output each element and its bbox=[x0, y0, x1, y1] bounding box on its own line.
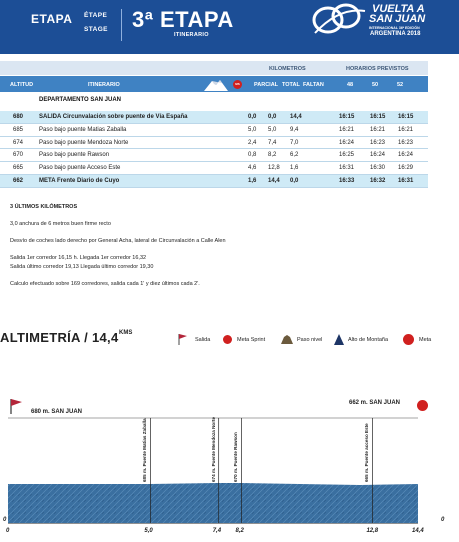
cell-itin: Paso bajo puente Mendoza Norte bbox=[39, 139, 129, 146]
cell-h52: 16:21 bbox=[398, 126, 414, 133]
legend-salida: Salida bbox=[195, 337, 211, 343]
cell-faltan: 6,2 bbox=[290, 152, 299, 159]
cell-h52: 16:24 bbox=[398, 152, 414, 159]
cell-h50: 16:30 bbox=[370, 165, 386, 172]
start-label: 680 m. SAN JUAN bbox=[31, 409, 83, 415]
logo-line-1: VUELTA A bbox=[372, 3, 425, 15]
cell-faltan: 14,4 bbox=[290, 114, 302, 120]
cell-h48: 16:31 bbox=[339, 165, 355, 172]
col-altitud: ALTITUD bbox=[10, 82, 34, 88]
row-divider bbox=[0, 187, 428, 188]
cell-h52: 16:23 bbox=[398, 139, 414, 146]
meta-icon bbox=[403, 334, 414, 345]
col-total: TOTAL bbox=[282, 82, 300, 88]
stage-title: 3ª ETAPA bbox=[132, 7, 234, 32]
legend-meta-sprint: Meta Sprint bbox=[237, 337, 266, 343]
cell-faltan: 0,0 bbox=[290, 178, 299, 184]
cell-h50: 16:32 bbox=[370, 178, 386, 184]
cell-total: 12,8 bbox=[268, 165, 280, 172]
waypoint-label: 665 m. Puente acceso Este bbox=[364, 423, 370, 482]
cell-parcial: 1,6 bbox=[248, 178, 257, 184]
finish-icon bbox=[417, 400, 428, 411]
cell-h50: 16:24 bbox=[370, 152, 386, 159]
alto-montana-icon bbox=[334, 333, 344, 345]
cell-alt: 665 bbox=[13, 165, 24, 172]
cell-itin: Paso bajo puente Rawson bbox=[39, 152, 110, 159]
cell-parcial: 0,0 bbox=[248, 114, 257, 120]
cell-alt: 670 bbox=[13, 152, 24, 159]
col-itinerario: ITINERARIO bbox=[88, 82, 120, 88]
cell-parcial: 0,8 bbox=[248, 152, 257, 159]
start-flag-icon bbox=[9, 398, 23, 414]
col-h50: 50 bbox=[372, 82, 379, 88]
cell-alt: 680 bbox=[13, 114, 24, 120]
cell-parcial: 5,0 bbox=[248, 126, 257, 133]
cell-alt: 662 bbox=[13, 178, 24, 184]
x-tick-label: 5,0 bbox=[144, 528, 153, 534]
waypoint-label: 670 m. Puente Rawson bbox=[233, 432, 239, 482]
cell-total: 0,0 bbox=[268, 114, 277, 120]
cell-h52: 16:15 bbox=[398, 114, 414, 120]
cell-itin: Paso bajo puente Acceso Este bbox=[39, 165, 121, 172]
cell-h52: 16:29 bbox=[398, 165, 414, 172]
col-parcial: PARCIAL bbox=[254, 82, 279, 88]
notes-line-1: 3,0 anchura de 6 metros buen firme recto bbox=[10, 221, 111, 227]
zero-right: 0 bbox=[441, 517, 445, 523]
stage-label: STAGE bbox=[84, 26, 108, 33]
x-tick-label: 14,4 bbox=[412, 528, 424, 534]
etapa-label: ETAPA bbox=[31, 12, 73, 26]
cell-itin: SALIDA Circunvalación sobre puente de Vía España bbox=[39, 114, 188, 120]
meta-sprint-badge-icon: MS bbox=[233, 80, 242, 89]
cell-h48: 16:15 bbox=[339, 114, 355, 120]
logo-line-3: INTERNACIONAL 36ª EDICIÓN bbox=[369, 26, 420, 30]
legend-paso-nivel: Paso nivel bbox=[297, 337, 323, 343]
notes-line-2: Desvío de coches lado derecho por General Acha, lateral de Circunvalación a Calle Alen bbox=[10, 238, 226, 244]
cell-alt: 685 bbox=[13, 126, 24, 133]
cell-faltan: 1,6 bbox=[290, 165, 299, 172]
flag-icon bbox=[178, 333, 188, 345]
meta-sprint-icon bbox=[223, 335, 232, 344]
cell-h52: 16:31 bbox=[398, 178, 414, 184]
x-tick-label: 12,8 bbox=[366, 528, 379, 534]
x-tick-label: 8,2 bbox=[235, 528, 244, 534]
vuelta-logo-icon bbox=[311, 3, 367, 37]
cell-itin: META Frente Diario de Cuyo bbox=[39, 178, 120, 184]
notes-line-3: Salida 1er corredor 16,15 h. Llegada 1er corredor 16,32 bbox=[10, 255, 147, 261]
group-kilometros: KILOMETROS bbox=[269, 66, 306, 72]
cell-h48: 16:33 bbox=[339, 178, 355, 184]
cell-alt: 674 bbox=[13, 139, 24, 146]
cell-itin: Paso bajo puente Matias Zaballa bbox=[39, 126, 127, 133]
group-horarios: HORARIOS PREVISTOS bbox=[346, 66, 409, 72]
legend-alto-montana: Alto de Montaña bbox=[348, 337, 389, 343]
notes-heading: 3 ÚLTIMOS KILÓMETROS bbox=[10, 204, 78, 210]
cell-h50: 16:21 bbox=[370, 126, 386, 133]
x-tick-label: 7,4 bbox=[212, 528, 222, 534]
cell-parcial: 4,6 bbox=[248, 165, 257, 172]
end-label: 662 m. SAN JUAN bbox=[349, 400, 401, 406]
legend-meta: Meta bbox=[419, 337, 432, 343]
waypoint-label: 674 m. Puente Mendoza Norte bbox=[210, 416, 216, 482]
etape-label: ÉTAPE bbox=[84, 12, 108, 19]
terrain-profile bbox=[8, 483, 418, 523]
cell-parcial: 2,4 bbox=[248, 139, 257, 146]
cell-faltan: 9,4 bbox=[290, 126, 299, 133]
waypoint-label: 685 m. Puente Matias Zaballa bbox=[142, 418, 148, 482]
notes-line-4: Salida último corredor 19,13 Llegada último corredor 19,30 bbox=[10, 264, 154, 270]
notes-line-5: Calculo efectuado sobre 169 corredores, salida cada 1' y diez últimos cada 2'. bbox=[10, 281, 200, 287]
logo-line-2: SAN JUAN bbox=[369, 13, 426, 25]
cell-total: 7,4 bbox=[268, 139, 277, 146]
department-heading: DEPARTAMENTO SAN JUAN bbox=[39, 97, 122, 103]
cell-h48: 16:25 bbox=[339, 152, 355, 159]
cell-h50: 16:15 bbox=[370, 114, 386, 120]
x-tick-label: 0 bbox=[6, 528, 10, 534]
col-h48: 48 bbox=[347, 82, 354, 88]
header-divider bbox=[121, 9, 122, 41]
stage-header bbox=[0, 0, 459, 54]
itinerario-label: ITINERARIO bbox=[174, 32, 209, 38]
mountain-icon bbox=[204, 78, 228, 91]
cell-total: 5,0 bbox=[268, 126, 277, 133]
logo-line-4: ARGENTINA 2018 bbox=[370, 31, 421, 37]
paso-nivel-icon bbox=[281, 334, 293, 344]
col-faltan: FALTAN bbox=[303, 82, 324, 88]
col-h52: 52 bbox=[397, 82, 404, 88]
zero-left: 0 bbox=[3, 517, 7, 523]
profile-unit: KMS bbox=[119, 330, 133, 336]
cell-total: 8,2 bbox=[268, 152, 277, 159]
profile-title: ALTIMETRÍA / 14,4 bbox=[0, 330, 119, 345]
cell-h48: 16:24 bbox=[339, 139, 355, 146]
cell-h50: 16:23 bbox=[370, 139, 386, 146]
cell-total: 14,4 bbox=[268, 178, 280, 184]
cell-h48: 16:21 bbox=[339, 126, 355, 133]
cell-faltan: 7,0 bbox=[290, 139, 299, 146]
